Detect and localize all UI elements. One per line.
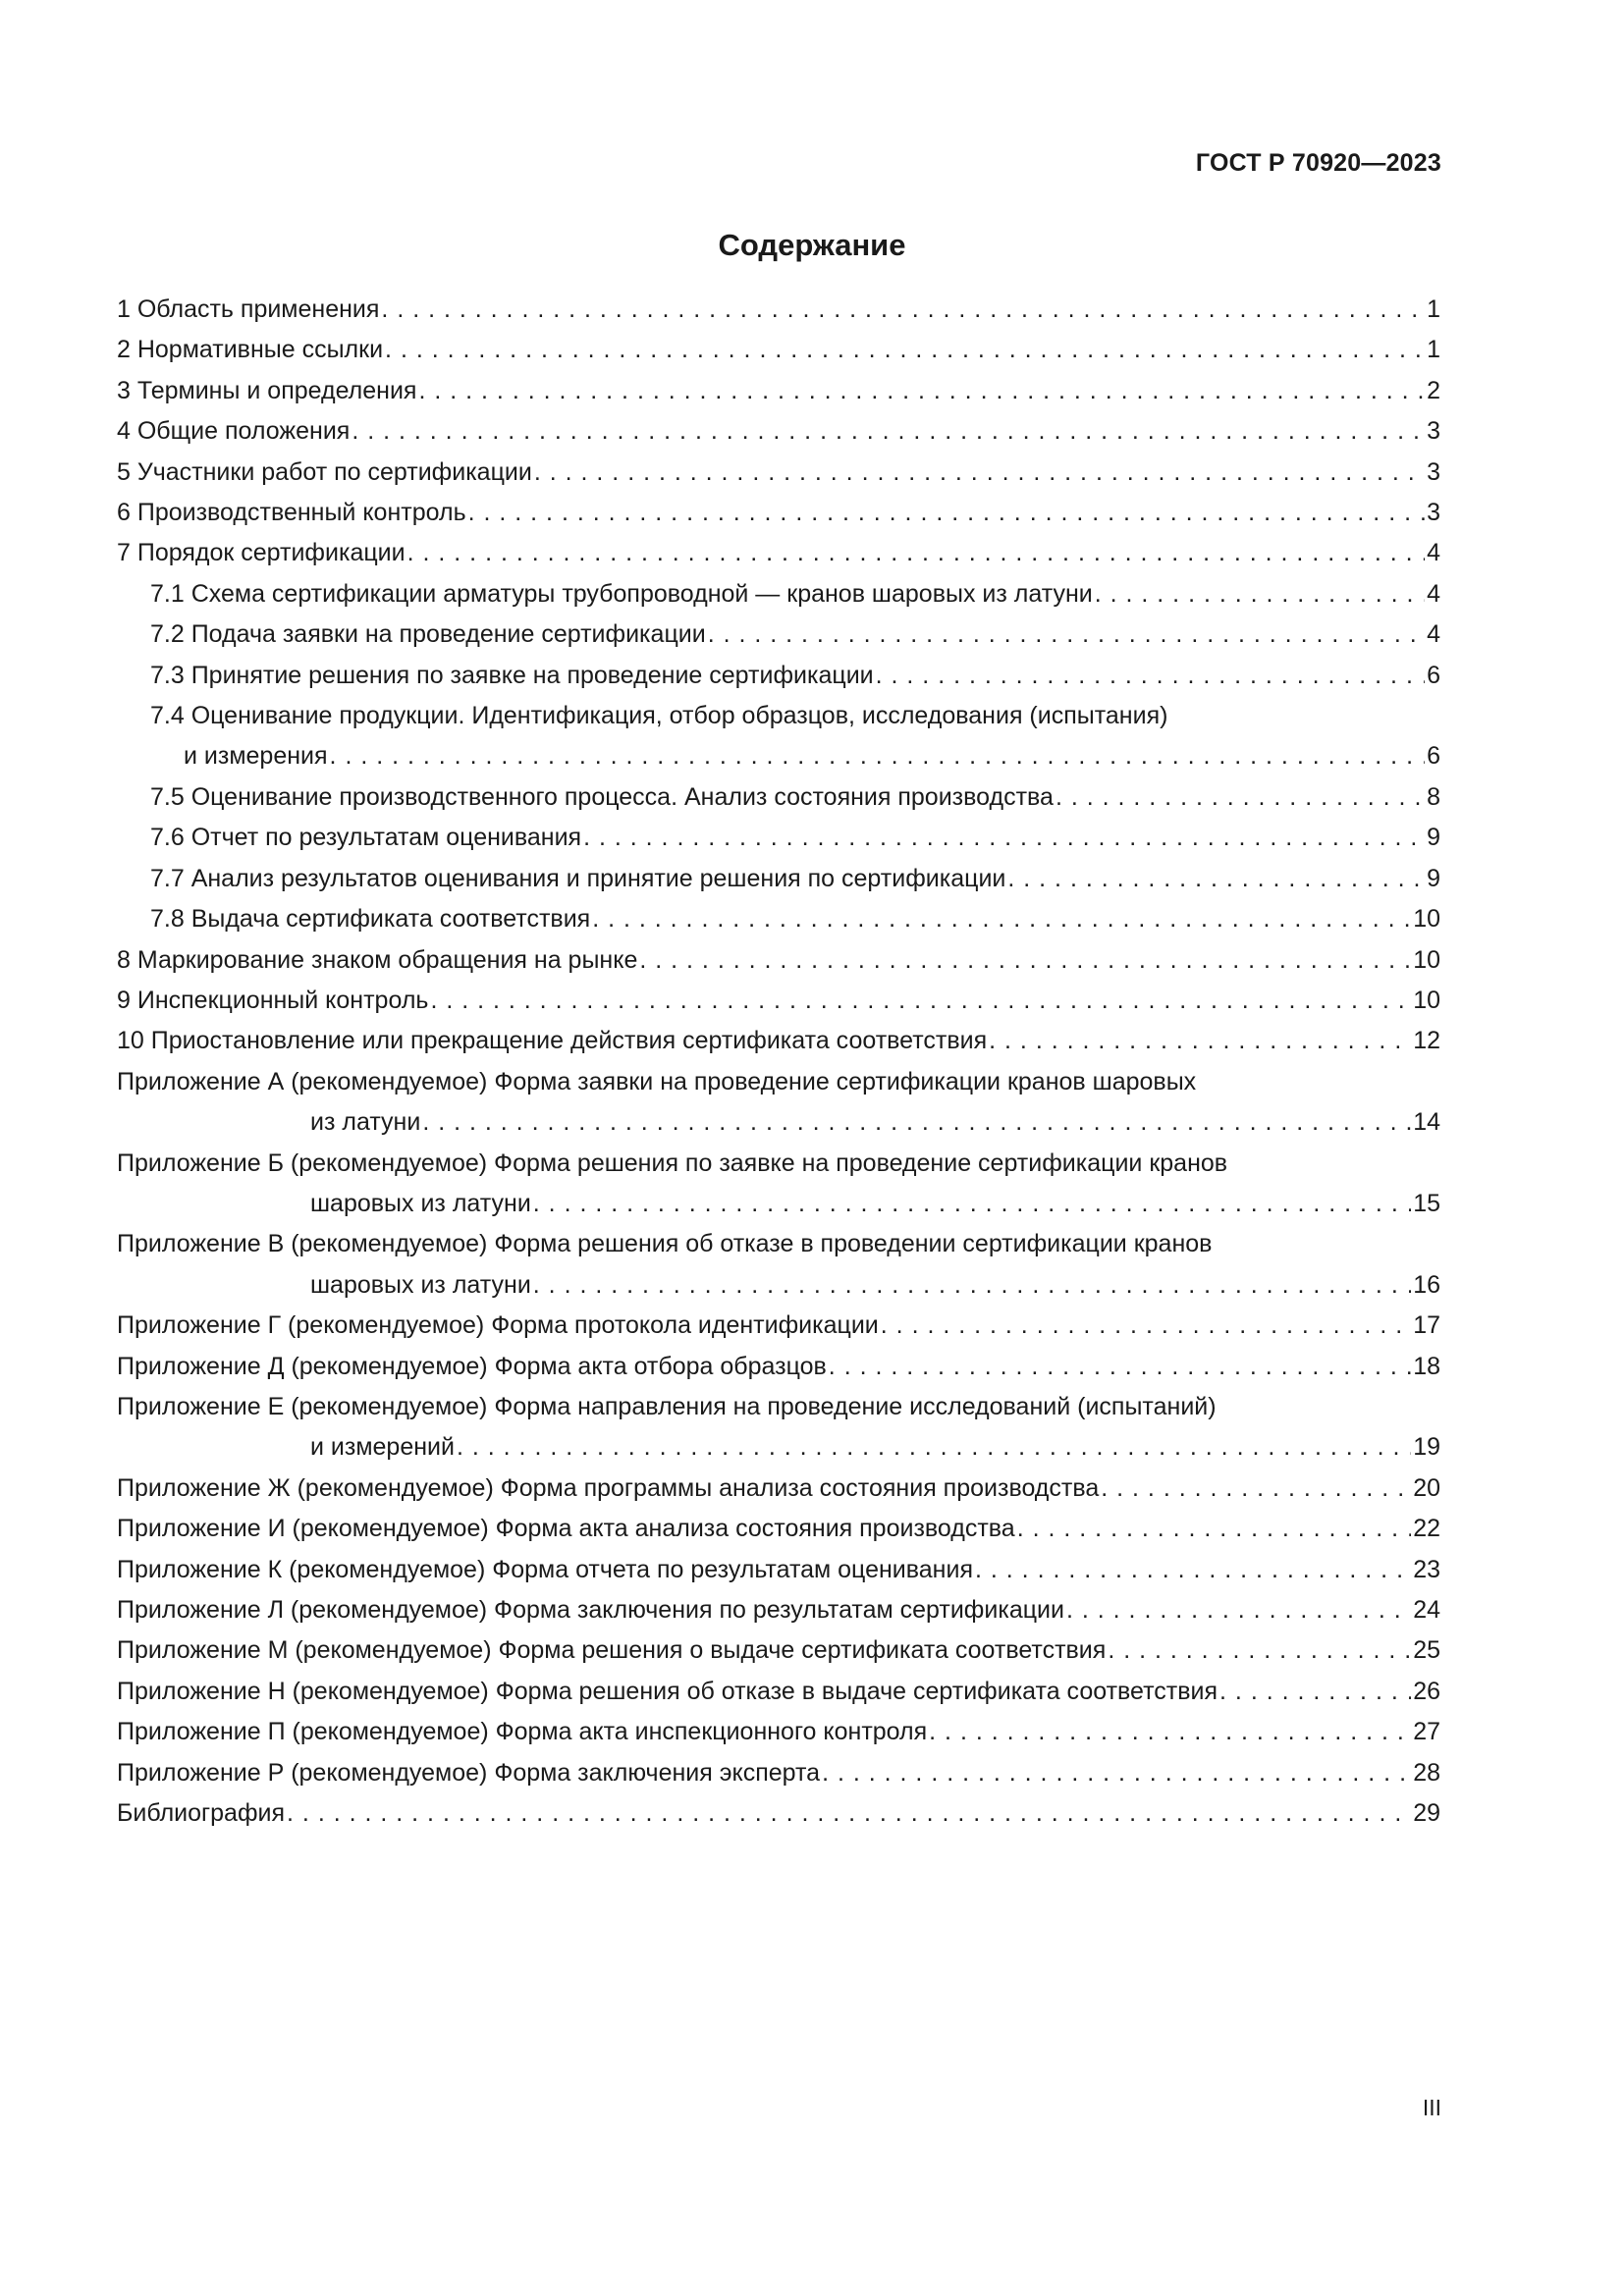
toc-entry[interactable] (117, 1509, 1440, 1549)
toc-entry[interactable] (117, 371, 1440, 411)
toc-entry-label: 10 Приостановление или прекращение действия сертификата соответствия (117, 1027, 988, 1055)
toc-entry-label: Приложение И (рекомендуемое) Форма акта анализа состояния производства (117, 1515, 1015, 1543)
toc-entry-label: Приложение Г (рекомендуемое) Форма протокола идентификации (117, 1311, 879, 1340)
toc-entry-page: 2 (1427, 376, 1440, 404)
dot-leader (1095, 574, 1425, 614)
toc-entry-label: 7.1 Схема сертификации арматуры трубопроводной — кранов шаровых из латуни (150, 579, 1093, 608)
toc-entry[interactable] (117, 1306, 1440, 1346)
toc-entry-label: Библиография (117, 1799, 286, 1828)
toc-entry[interactable] (117, 981, 1440, 1021)
dot-leader (422, 1102, 1411, 1143)
dot-leader (430, 981, 1411, 1021)
dot-leader (330, 736, 1426, 776)
dot-leader (639, 940, 1411, 981)
toc-entry[interactable] (117, 940, 1440, 981)
toc-entry-page: 23 (1413, 1555, 1440, 1583)
toc-entry[interactable] (117, 859, 1440, 899)
toc-entry-label: Приложение П (рекомендуемое) Форма акта инспекционного контроля (117, 1718, 928, 1746)
dot-leader (287, 1793, 1411, 1834)
toc-entry[interactable] (117, 453, 1440, 493)
toc-entry-page: 9 (1427, 824, 1440, 852)
toc-entry-page: 18 (1413, 1352, 1440, 1380)
toc-entry[interactable] (117, 330, 1440, 370)
toc-entry-label: 6 Производственный контроль (117, 499, 466, 527)
toc-entry[interactable] (117, 411, 1440, 452)
toc-entry-label: 7.8 Выдача сертификата соответствия (150, 905, 591, 934)
toc-entry-label: Приложение Ж (рекомендуемое) Форма программы анализа состояния производства (117, 1473, 1100, 1502)
toc-entry-label: 7.4 Оценивание продукции. Идентификация, отбор образцов, исследования (испытания) (150, 702, 1168, 730)
toc-entry[interactable] (117, 1590, 1440, 1630)
toc-entry-page: 10 (1413, 986, 1440, 1014)
dot-leader (881, 1306, 1411, 1346)
dot-leader (876, 656, 1425, 696)
dot-leader (385, 330, 1425, 370)
toc-entry[interactable] (117, 574, 1440, 614)
toc-entry-label: 7.3 Принятие решения по заявке на проведение сертификации (150, 661, 874, 689)
toc-entry-label: 2 Нормативные ссылки (117, 336, 384, 364)
toc-entry[interactable] (117, 1144, 1440, 1225)
toc-entry-label: Приложение Б (рекомендуемое) Форма решения по заявке на проведение сертификации кранов (117, 1148, 1228, 1177)
dot-leader (929, 1712, 1411, 1752)
toc-entry-page: 16 (1413, 1270, 1440, 1299)
dot-leader (1066, 1590, 1411, 1630)
toc-entry-label: и измерений (310, 1433, 455, 1462)
toc-entry-page: 27 (1413, 1718, 1440, 1746)
toc-entry-label: шаровых из латуни (310, 1189, 531, 1217)
toc-entry-page: 25 (1413, 1636, 1440, 1665)
toc-entry-page: 19 (1413, 1433, 1440, 1462)
dot-leader (822, 1753, 1411, 1793)
dot-leader (1101, 1468, 1411, 1509)
toc-entry-page: 28 (1413, 1758, 1440, 1787)
table-of-contents (117, 290, 1440, 1834)
toc-entry-label: Приложение К (рекомендуемое) Форма отчета по результатам оценивания (117, 1555, 973, 1583)
toc-entry-page: 9 (1427, 864, 1440, 892)
toc-entry[interactable] (117, 818, 1440, 858)
dot-leader (1108, 1630, 1411, 1671)
toc-entry[interactable] (117, 1062, 1440, 1144)
toc-entry[interactable] (117, 1793, 1440, 1834)
toc-entry[interactable] (117, 1712, 1440, 1752)
toc-entry-label: Приложение Е (рекомендуемое) Форма направления на проведение исследований (испытаний) (117, 1392, 1217, 1420)
toc-entry-page: 4 (1427, 620, 1440, 649)
toc-entry[interactable] (117, 899, 1440, 939)
toc-entry-label: и измерения (184, 742, 328, 771)
toc-entry-page: 1 (1427, 336, 1440, 364)
toc-entry-page: 29 (1413, 1799, 1440, 1828)
document-code: ГОСТ Р 70920—2023 (1195, 149, 1441, 177)
dot-leader (381, 290, 1425, 330)
toc-title: Содержание (718, 228, 906, 262)
toc-entry-label: из латуни (310, 1108, 421, 1137)
dot-leader (975, 1550, 1411, 1590)
toc-entry[interactable] (117, 696, 1440, 777)
toc-entry[interactable] (117, 1468, 1440, 1509)
toc-entry-page: 4 (1427, 539, 1440, 567)
toc-entry[interactable] (117, 1550, 1440, 1590)
toc-entry-label: 5 Участники работ по сертификации (117, 457, 532, 486)
toc-entry-label: 7.6 Отчет по результатам оценивания (150, 824, 582, 852)
dot-leader (352, 411, 1425, 452)
toc-entry-page: 6 (1427, 742, 1440, 771)
toc-entry-page: 3 (1427, 499, 1440, 527)
toc-entry-label: Приложение В (рекомендуемое) Форма решения об отказе в проведении сертификации кранов (117, 1230, 1213, 1258)
toc-entry-page: 1 (1427, 295, 1440, 323)
toc-entry-page: 26 (1413, 1677, 1440, 1705)
toc-entry-page: 17 (1413, 1311, 1440, 1340)
toc-entry-label: 7.7 Анализ результатов оценивания и принятие решения по сертификации (150, 864, 1006, 892)
toc-entry-page: 8 (1427, 782, 1440, 811)
toc-entry[interactable] (117, 1224, 1440, 1306)
toc-entry-page: 24 (1413, 1596, 1440, 1624)
toc-entry-label: шаровых из латуни (310, 1270, 531, 1299)
toc-entry-page: 6 (1427, 661, 1440, 689)
toc-entry-label: 3 Термины и определения (117, 376, 417, 404)
toc-entry-page: 3 (1427, 457, 1440, 486)
toc-entry-page: 22 (1413, 1515, 1440, 1543)
toc-entry-page: 4 (1427, 579, 1440, 608)
toc-entry-label: Приложение Д (рекомендуемое) Форма акта отбора образцов (117, 1352, 827, 1380)
dot-leader (533, 1184, 1411, 1224)
dot-leader (989, 1021, 1411, 1061)
toc-entry[interactable] (117, 493, 1440, 533)
dot-leader (534, 453, 1425, 493)
dot-leader (1017, 1509, 1411, 1549)
dot-leader (592, 899, 1411, 939)
toc-entry[interactable] (117, 1672, 1440, 1712)
dot-leader (1056, 777, 1425, 818)
toc-entry[interactable] (117, 777, 1440, 818)
toc-entry[interactable] (117, 1630, 1440, 1671)
toc-entry-label: Приложение Р (рекомендуемое) Форма заключения эксперта (117, 1758, 821, 1787)
toc-entry[interactable] (117, 614, 1440, 655)
toc-entry[interactable] (117, 656, 1440, 696)
toc-entry-label: 8 Маркирование знаком обращения на рынке (117, 945, 638, 974)
toc-entry-label: 7.5 Оценивание производственного процесса. Анализ состояния производства (150, 782, 1054, 811)
toc-entry-page: 14 (1413, 1108, 1440, 1137)
toc-entry[interactable] (117, 533, 1440, 573)
toc-entry-label: Приложение Н (рекомендуемое) Форма решения об отказе в выдаче сертификата соответствия (117, 1677, 1218, 1705)
toc-entry-label: 9 Инспекционный контроль (117, 986, 429, 1014)
dot-leader (708, 614, 1425, 655)
toc-entry[interactable] (117, 1387, 1440, 1468)
dot-leader (829, 1347, 1411, 1387)
dot-leader (418, 371, 1425, 411)
toc-entry-label: 4 Общие положения (117, 417, 351, 446)
toc-entry-label: 7.2 Подача заявки на проведение сертификации (150, 620, 706, 649)
toc-entry-label: Приложение М (рекомендуемое) Форма решения о выдаче сертификата соответствия (117, 1636, 1107, 1665)
toc-entry[interactable] (117, 290, 1440, 330)
toc-entry[interactable] (117, 1753, 1440, 1793)
toc-entry-page: 3 (1427, 417, 1440, 446)
toc-entry-label: Приложение Л (рекомендуемое) Форма заключения по результатам сертификации (117, 1596, 1064, 1624)
toc-entry-label: Приложение А (рекомендуемое) Форма заявки на проведение сертификации кранов шаровых (117, 1067, 1197, 1095)
dot-leader (1007, 859, 1425, 899)
toc-entry-page: 10 (1413, 945, 1440, 974)
dot-leader (457, 1427, 1411, 1468)
toc-entry-page: 10 (1413, 905, 1440, 934)
dot-leader (533, 1265, 1411, 1306)
dot-leader (468, 493, 1426, 533)
toc-entry-label: 7 Порядок сертификации (117, 539, 406, 567)
toc-entry-page: 12 (1413, 1027, 1440, 1055)
toc-entry[interactable] (117, 1021, 1440, 1061)
page-number: III (1422, 2095, 1441, 2120)
dot-leader (1219, 1672, 1411, 1712)
toc-entry-page: 15 (1413, 1189, 1440, 1217)
dot-leader (407, 533, 1425, 573)
toc-entry-page: 20 (1413, 1473, 1440, 1502)
toc-entry-label: 1 Область применения (117, 295, 380, 323)
dot-leader (583, 818, 1425, 858)
toc-entry[interactable] (117, 1347, 1440, 1387)
